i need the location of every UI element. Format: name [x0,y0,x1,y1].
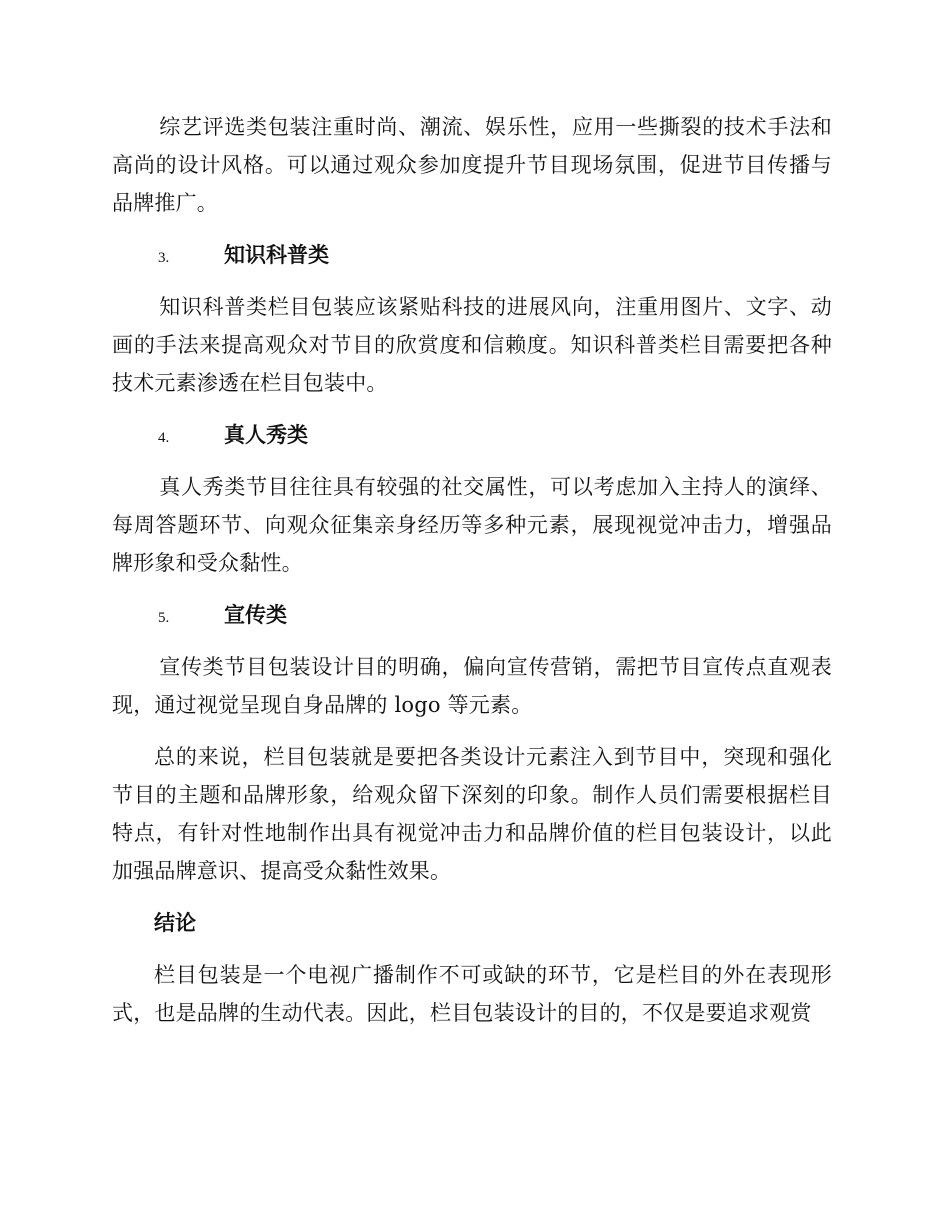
paragraph-conclusion: 栏目包装是一个电视广播制作不可或缺的环节，它是栏目的外在表现形式，也是品牌的生动代表。因此，栏目包装设计的目的，不仅是要追求观赏 [112,963,832,1025]
document-page [112,108,832,1046]
paragraph-summary: 总的来说，栏目包装就是要把各类设计元素注入到节目中，突现和强化节目的主题和品牌形象，给观众留下深刻的印象。制作人员们需要根据栏目特点，有针对性地制作出具有视觉冲击力和品牌价值的栏目包装设计，以此加强品牌意识、提高受众黏性效果。 [112,745,832,883]
heading-title: 宣传类 [224,602,287,627]
heading-number: 4. [158,430,170,446]
heading-promotion [112,596,832,634]
paragraph-science: 知识科普类栏目包装应该紧贴科技的进展风向，注重用图片、文字、动画的手法来提高观众对节目的欣赏度和信赖度。知识科普类栏目需要把各种技术元素渗透在栏目包装中。 [112,295,832,395]
heading-reality-show [112,416,832,454]
heading-science [112,236,832,274]
heading-number: 3. [158,250,170,266]
heading-title: 真人秀类 [224,422,308,447]
paragraph-promotion: 宣传类节目包装设计目的明确，偏向宣传营销，需把节目宣传点直观表现，通过视觉呈现自身品牌的 logo 等元素。 [112,655,832,717]
heading-title: 知识科普类 [224,242,329,267]
paragraph-reality-show: 真人秀类节目往往具有较强的社交属性，可以考虑加入主持人的演绎、每周答题环节、向观众征集亲身经历等多种元素，展现视觉冲击力，增强品牌形象和受众黏性。 [112,475,832,575]
section-title-conclusion: 结论 [154,910,196,935]
paragraph-variety-show: 综艺评选类包装注重时尚、潮流、娱乐性，应用一些撕裂的技术手法和高尚的设计风格。可以通过观众参加度提升节目现场氛围，促进节目传播与品牌推广。 [112,115,832,215]
heading-number: 5. [158,610,170,626]
